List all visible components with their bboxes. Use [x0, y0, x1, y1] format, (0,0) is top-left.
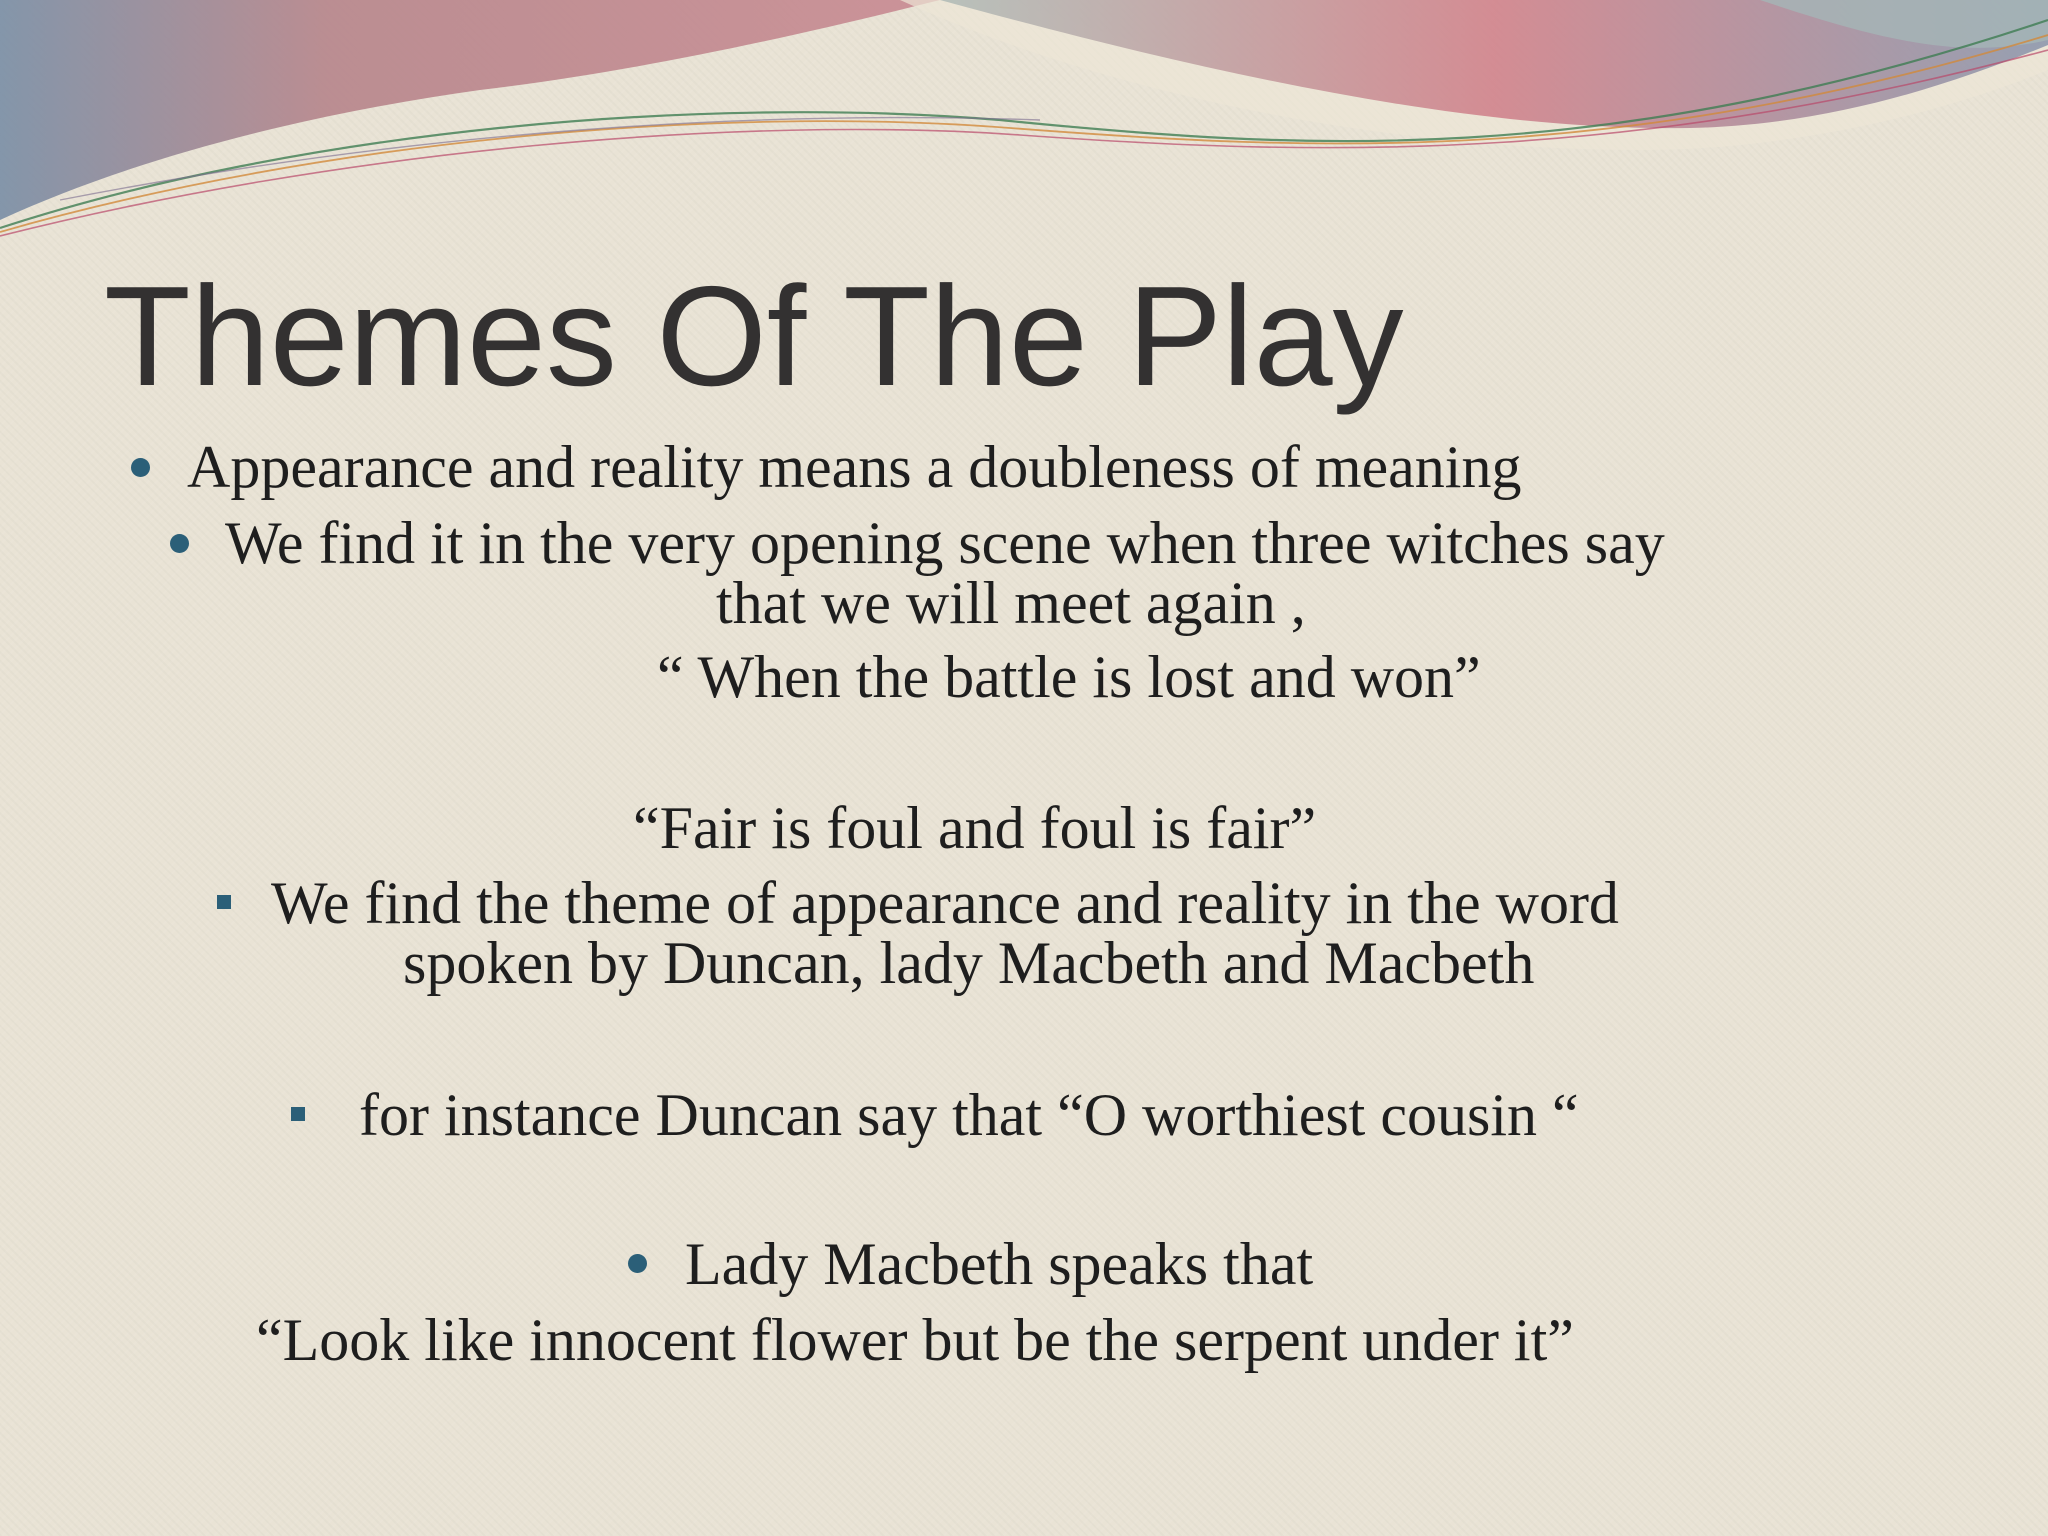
bullet-square-icon [217, 895, 231, 909]
bullet-text-theme-in-words: We find the theme of appearance and reality in the word [271, 870, 1619, 936]
quote-battle-lost-won: “ When the battle is lost and won” [657, 644, 1481, 710]
bullet-square-icon [291, 1107, 305, 1121]
bullet-dot-icon [131, 458, 150, 477]
bullet-dot-icon [628, 1254, 647, 1273]
bullet-text-theme-in-words-cont: spoken by Duncan, lady Macbeth and Macbeth [403, 930, 1535, 996]
header-wave-decoration [0, 0, 2048, 260]
slide-title: Themes Of The Play [104, 257, 1404, 416]
bullet-dot-icon [170, 534, 189, 553]
bullet-text-duncan-example: for instance Duncan say that “O worthiest cousin “ [359, 1082, 1579, 1148]
bullet-text-lady-macbeth: Lady Macbeth speaks that [685, 1231, 1314, 1297]
bullet-text-opening-scene-cont: that we will meet again , [716, 570, 1306, 636]
quote-innocent-flower: “Look like innocent flower but be the serpent under it” [256, 1307, 1574, 1373]
bullet-text-opening-scene: We find it in the very opening scene when three witches say [225, 510, 1665, 576]
bullet-text-appearance: Appearance and reality means a doubleness of meaning [187, 434, 1522, 500]
quote-fair-is-foul: “Fair is foul and foul is fair” [633, 795, 1317, 861]
